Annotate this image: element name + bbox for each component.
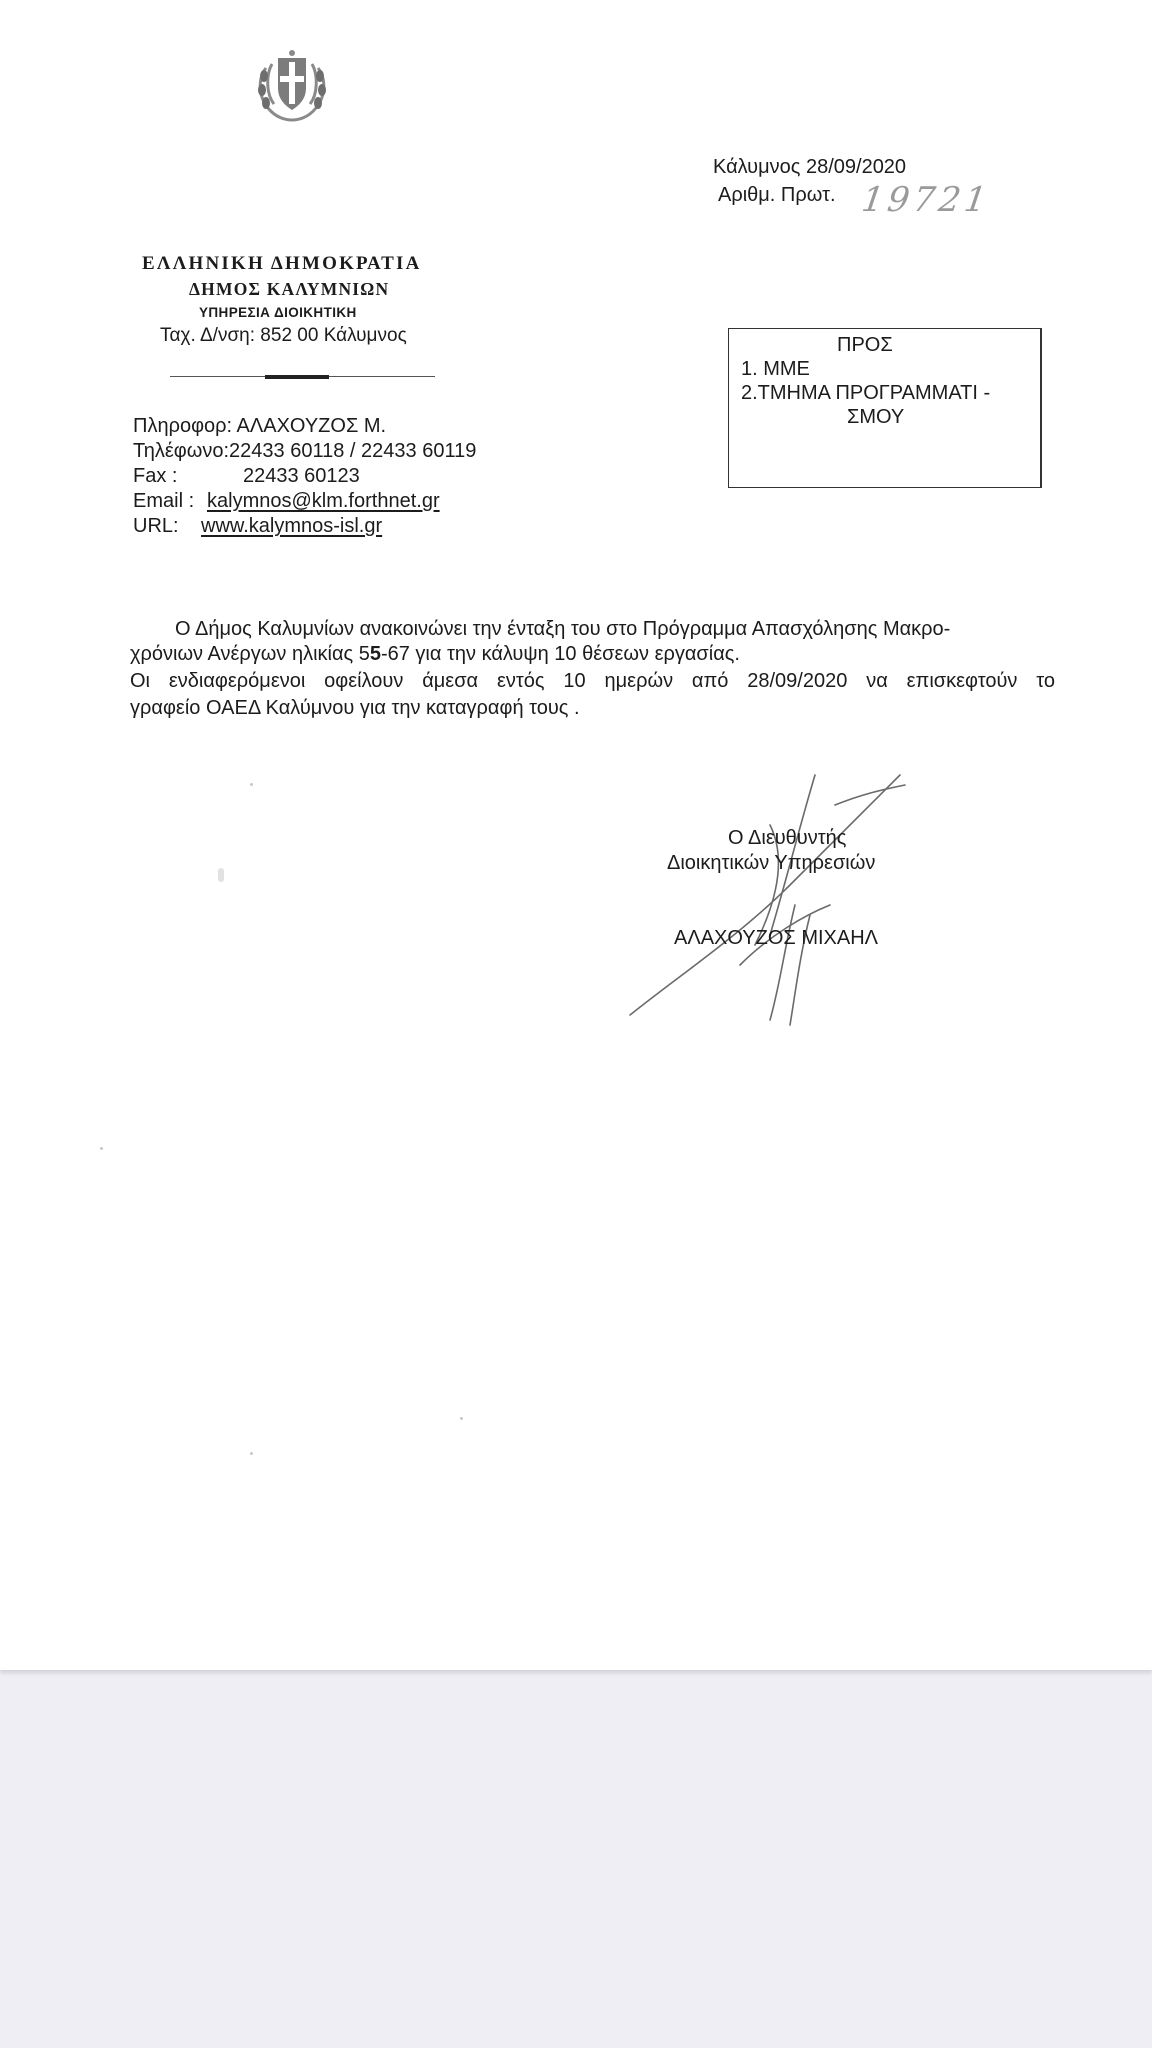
body-paragraph-1-line-2 xyxy=(130,643,740,666)
body-text-fragment: -67 για την κάλυψη 10 θέσεων εργασίας. xyxy=(380,643,740,665)
contact-info: Πληροφορ: ΑΛΑΧΟΥΖΟΣ Μ. xyxy=(133,415,387,437)
protocol-label: Αριθμ. Πρωτ. xyxy=(718,184,836,206)
contact-fax-label: Fax : xyxy=(133,465,178,487)
scan-speck xyxy=(218,868,224,882)
contact-fax-value: 22433 60123 xyxy=(243,465,360,487)
signature-title-line-1: Ο Διευθυντής xyxy=(728,827,847,849)
recipient-1: 1. ΜΜΕ xyxy=(741,358,810,380)
scan-speck xyxy=(460,1417,463,1420)
postal-address: Ταχ. Δ/νση: 852 00 Κάλυμνος xyxy=(160,325,407,346)
signatory-name: ΑΛΑΧΟΥΖΟΣ ΜΙΧΑΗΛ xyxy=(674,927,879,949)
contact-email-label: Email : xyxy=(133,490,195,512)
contact-phone: Τηλέφωνο:22433 60118 / 22433 60119 xyxy=(133,440,477,462)
body-text-fragment: χρόνιων Ανέργων ηλικίας 5 xyxy=(130,643,370,665)
contact-url-label: URL: xyxy=(133,515,179,537)
handwritten-correction: 5 xyxy=(369,643,381,665)
recipients-title: ΠΡΟΣ xyxy=(837,334,893,356)
signature-title-line-2: Διοικητικών Υπηρεσιών xyxy=(667,852,876,874)
scan-speck xyxy=(250,1452,253,1455)
place-date: Κάλυμνος 28/09/2020 xyxy=(713,156,907,178)
body-paragraph-1-line-1: Ο Δήμος Καλυμνίων ανακοινώνει την ένταξη του στο Πρόγραμμα Απασχόλησης Μακρο- xyxy=(175,618,951,640)
handwritten-signature xyxy=(620,765,920,1035)
letterhead-divider-accent xyxy=(265,375,329,379)
recipient-2-continued: ΣΜΟΥ xyxy=(847,406,905,428)
body-paragraph-2-line-1: Οι ενδιαφερόμενοι οφείλουν άμεσα εντός 10 ημερών από 28/09/2020 να επισκεφτούν το xyxy=(130,670,1055,692)
body-paragraph-2-line-2: γραφείο ΟΑΕΔ Καλύμνου για την καταγραφή τους . xyxy=(130,697,580,719)
recipients-box xyxy=(728,328,1042,488)
department-heading: ΥΠΗΡΕΣΙΑ ΔΙΟΙΚΗΤΙΚΗ xyxy=(199,305,357,320)
scan-speck xyxy=(250,783,253,786)
contact-url-link[interactable]: www.kalymnos-isl.gr xyxy=(201,515,383,537)
scan-speck xyxy=(100,1147,103,1150)
country-heading: ΕΛΛΗΝΙΚΗ ΔΗΜΟΚΡΑΤΙΑ xyxy=(142,253,422,274)
municipality-heading: ΔΗΜΟΣ ΚΑΛΥΜΝΙΩΝ xyxy=(189,279,390,299)
contact-email-link[interactable]: kalymnos@klm.forthnet.gr xyxy=(207,490,440,512)
protocol-number: 19721 xyxy=(859,180,993,220)
greek-emblem-icon xyxy=(252,48,332,124)
recipient-2: 2.ΤΜΗΜΑ ΠΡΟΓΡΑΜΜΑΤΙ - xyxy=(741,382,991,404)
